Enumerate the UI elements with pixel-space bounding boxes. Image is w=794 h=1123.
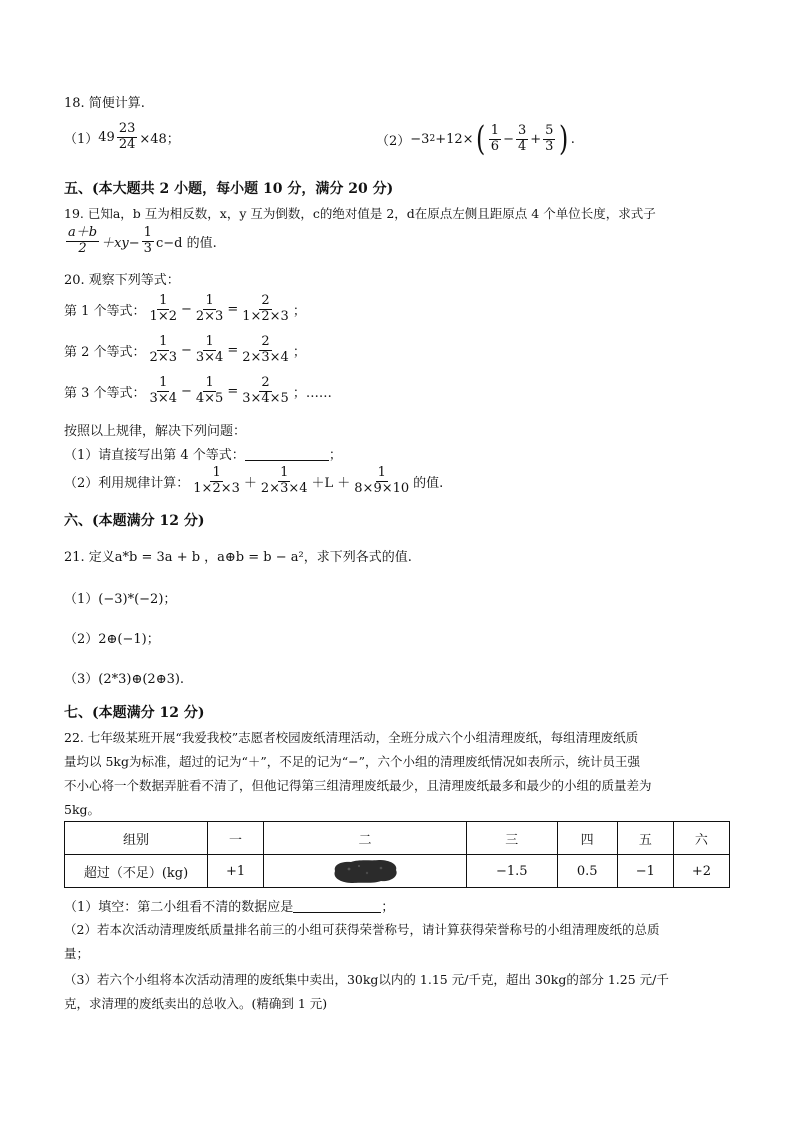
q18-part1: [64, 122, 180, 153]
q20-p1-end: ；: [328, 448, 342, 463]
q20-p1-text: （1）请直接写出第 4 个等式：: [64, 448, 245, 463]
q19-frac2: [142, 226, 154, 257]
frac-c: [240, 335, 291, 366]
numerator: 1: [205, 334, 214, 349]
q22-part1: [64, 896, 394, 915]
value-cell: −1.5: [466, 855, 557, 888]
q22-line2: 量均以 5kg为标准，超过的记为“＋”，不足的记为“−”，六个小组的清理废纸情况如表所示，统计员王强: [64, 754, 641, 769]
numerator: 3: [517, 122, 527, 138]
value-cell: 0.5: [557, 855, 617, 888]
q20-title: 20. 观察下列等式：: [64, 273, 180, 288]
q21-definition: 21. 定义a*b = 3a + b ，a⊕b = b − a²，求下列各式的值.: [64, 550, 412, 565]
denominator: 2×3: [195, 308, 224, 324]
denominator: 2×3×4: [260, 480, 308, 496]
numerator: 1: [159, 293, 168, 308]
numerator: a＋b: [68, 225, 98, 240]
q19-line1: 19. 已知a，b 互为相反数，x，y 互为倒数，c的绝对值是 2，d在原点左侧且距原点 4 个单位长度，求式子: [64, 206, 656, 221]
q22-p1-text: （1）填空：第二小组看不清的数据应是: [64, 900, 294, 915]
q18-p2-sup: 2: [429, 134, 436, 144]
denominator: 4×5: [195, 390, 224, 406]
q22-part2-line2: 量；: [64, 946, 90, 961]
answer-blank[interactable]: [245, 446, 329, 461]
term1-frac: [191, 466, 242, 497]
denominator: 4: [517, 138, 527, 154]
minus: −: [180, 342, 192, 358]
numerator: 1: [205, 375, 214, 390]
denominator: 3: [545, 138, 554, 154]
eq-label: 第 1 个等式：: [64, 303, 146, 319]
q20-p2-end: 的值.: [413, 475, 444, 491]
numerator: 23: [118, 121, 136, 136]
q19-tail: c−d 的值.: [155, 235, 217, 251]
header-cell: 组别: [65, 822, 208, 855]
right-paren: ): [559, 119, 569, 159]
eq-end: ；: [292, 303, 306, 319]
frac-b: [194, 335, 225, 366]
term2-frac: [259, 466, 310, 497]
header-cell: 四: [557, 822, 617, 855]
q22-part3-line2: 克，求清理的废纸卖出的总收入。(精确到 1 元): [64, 996, 328, 1011]
q18-p2-frac2: [516, 124, 528, 155]
q21-part1: （1）(−3)*(−2)；: [64, 592, 177, 607]
q18-p1-label: （1）: [64, 131, 99, 147]
eq-label: 第 3 个等式：: [64, 385, 146, 401]
q22-line4: 5kg。: [64, 802, 101, 817]
q20-p2-text: （2）利用规律计算：: [64, 475, 190, 491]
q18-p2-mid: +12×: [435, 131, 474, 147]
numerator: 1: [490, 122, 500, 138]
q20-part1: [64, 444, 342, 463]
numerator: 1: [159, 375, 168, 390]
q18-title: 18. 简便计算.: [64, 96, 145, 111]
numerator: 2: [261, 375, 270, 390]
denominator: 6: [490, 138, 500, 154]
q20-eq2: [64, 335, 306, 366]
header-cell: 六: [673, 822, 729, 855]
section-5-heading: 五、(本大题共 2 小题，每小题 10 分，满分 20 分): [64, 181, 394, 197]
section-7-heading: 七、(本题满分 12 分): [64, 705, 205, 721]
q18-p1-tail: ×48；: [139, 131, 180, 147]
q21-part2: （2）2⊕(−1)；: [64, 632, 160, 647]
denominator: 3: [143, 240, 152, 256]
numerator: 1: [280, 465, 289, 480]
frac-c: [240, 376, 291, 407]
frac-a: [148, 294, 179, 325]
table-header-row: [65, 822, 730, 855]
numerator: 1: [377, 465, 386, 480]
equals: =: [227, 383, 239, 399]
frac-a: [148, 376, 179, 407]
q22-line3: 不小心将一个数据弄脏看不清了，但他记得第三组清理废纸最少，且清理废纸最多和最少的小组的质量差为: [64, 778, 652, 793]
q22-line1: 22. 七年级某班开展“我爱我校”志愿者校园废纸清理活动，全班分成六个小组清理废纸，每组清理废纸质: [64, 730, 639, 745]
q20-rule: 按照以上规律，解决下列问题：: [64, 424, 247, 439]
denominator: 2: [78, 240, 87, 256]
denominator: 3×4: [195, 349, 224, 365]
q18-p2-op2: +: [530, 131, 542, 147]
q19-mid: ＋xy−: [101, 235, 140, 251]
q21-part3: （3）(2*3)⊕(2⊕3).: [64, 672, 185, 687]
q18-p2-end: .: [570, 131, 575, 147]
ellipsis-plus: ＋L ＋: [311, 475, 351, 491]
q19-frac1: [66, 226, 99, 257]
table-row: [65, 855, 730, 888]
numerator: 1: [205, 293, 214, 308]
equals: =: [227, 342, 239, 358]
denominator: 1×2×3: [193, 480, 240, 496]
q18-p2-lead: −3: [410, 131, 430, 147]
header-cell: 五: [617, 822, 673, 855]
denominator: 2×3×4: [242, 349, 289, 365]
eq-end: ；……: [292, 385, 332, 401]
numerator: 1: [212, 465, 221, 480]
q19-expression: [64, 226, 217, 257]
numerator: 2: [261, 334, 270, 349]
denominator: 8×9×10: [354, 480, 410, 496]
eq-label: 第 2 个等式：: [64, 344, 146, 360]
header-cell: 一: [208, 822, 264, 855]
header-cell: 二: [264, 822, 467, 855]
value-cell: +2: [673, 855, 729, 888]
minus: −: [180, 301, 192, 317]
ink-blot-icon: [329, 858, 401, 884]
denominator: 24: [118, 136, 136, 152]
numerator: 5: [545, 122, 554, 138]
row-label: 超过（不足）(kg): [65, 855, 208, 888]
denominator: 1×2: [149, 308, 177, 324]
frac-b: [194, 376, 225, 407]
eq-end: ；: [292, 344, 306, 360]
plus: ＋: [243, 475, 257, 491]
term3-frac: [352, 466, 411, 497]
numerator: 1: [143, 225, 152, 240]
q18-p1-whole: 49: [98, 129, 115, 145]
numerator: 2: [261, 293, 270, 308]
q18-part2: [376, 119, 575, 159]
frac-a: [148, 335, 179, 366]
q18-p1-fraction: [117, 122, 138, 153]
q18-p2-op1: −: [503, 131, 514, 147]
denominator: 3×4×5: [242, 390, 289, 406]
value-cell: −1: [617, 855, 673, 888]
paper-collection-table: [64, 821, 730, 888]
q18-p2-frac3: [543, 124, 555, 155]
q20-eq1: [64, 294, 306, 325]
ink-blot-cell: [264, 855, 467, 888]
equals: =: [227, 301, 239, 317]
numerator: 1: [159, 334, 168, 349]
section-6-heading: 六、(本题满分 12 分): [64, 513, 205, 529]
q18-p2-label: （2）: [376, 133, 411, 149]
denominator: 2×3: [149, 349, 177, 365]
q20-eq3: [64, 376, 332, 407]
q18-p2-frac1: [489, 124, 501, 155]
value-cell: +1: [208, 855, 264, 888]
q22-part2-line1: （2）若本次活动清理废纸质量排名前三的小组可获得荣誉称号，请计算获得荣誉称号的小组清理废纸的总质: [64, 922, 660, 937]
left-paren: (: [475, 119, 485, 159]
frac-c: [240, 294, 291, 325]
minus: −: [180, 383, 192, 399]
header-cell: 三: [466, 822, 557, 855]
q22-p1-end: ；: [381, 900, 395, 915]
denominator: 3×4: [149, 390, 177, 406]
denominator: 1×2×3: [242, 308, 289, 324]
q22-part3-line1: （3）若六个小组将本次活动清理的废纸集中卖出，30kg以内的 1.15 元/千克，超出 30kg的部分 1.25 元/千: [64, 972, 669, 987]
q20-part2: [64, 466, 443, 497]
answer-blank[interactable]: [293, 898, 381, 913]
frac-b: [194, 294, 225, 325]
